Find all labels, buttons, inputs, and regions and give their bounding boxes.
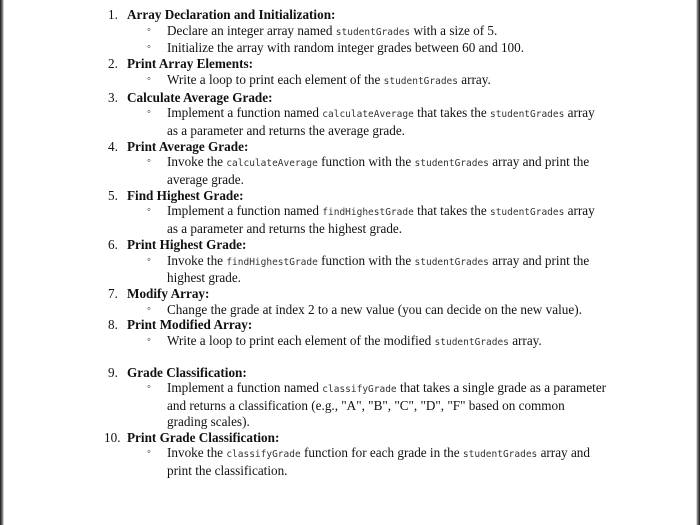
- sub-item: [0, 40, 700, 56]
- sub-item-text: that takes the: [413, 203, 490, 219]
- code-identifier: studentGrades: [434, 337, 509, 349]
- item-number: 6.: [108, 236, 118, 252]
- bullet-icon: ◦: [147, 72, 151, 85]
- list-item: [0, 139, 700, 155]
- item-heading: Find Highest Grade:: [127, 187, 244, 203]
- item-number: 5.: [108, 187, 118, 203]
- sub-item: [0, 445, 700, 478]
- item-heading: Print Average Grade:: [127, 138, 249, 154]
- list-item: [0, 317, 700, 333]
- sub-item-text: Invoke the: [167, 154, 227, 170]
- bullet-icon: ◦: [147, 302, 151, 315]
- code-identifier: classifyGrade: [226, 449, 301, 461]
- sub-item-text: function for each grade in the: [300, 445, 463, 461]
- item-heading: Print Highest Grade:: [127, 236, 247, 252]
- assignment-document: [0, 7, 700, 479]
- sub-item-text: array and print the classification.: [167, 445, 590, 478]
- sub-item-text: function with the: [317, 154, 415, 170]
- list-item: [0, 7, 700, 23]
- code-identifier: studentGrades: [414, 158, 489, 170]
- sub-item-text: that takes the: [413, 105, 490, 121]
- item-number: 8.: [108, 317, 118, 333]
- list-item: [0, 237, 700, 253]
- list-item: [0, 188, 700, 204]
- code-identifier: calculateAverage: [226, 158, 318, 170]
- sub-item-text: Implement a function named: [167, 105, 323, 121]
- item-number: 10.: [104, 429, 121, 445]
- list-item: [0, 286, 700, 302]
- item-heading: Array Declaration and Initialization:: [127, 7, 336, 22]
- sub-item-text: Initialize the array with random integer grades between 60 and 100.: [167, 40, 525, 56]
- sub-item: [0, 154, 700, 187]
- list-item: [0, 365, 700, 381]
- item-heading: Print Array Elements:: [127, 56, 253, 72]
- sub-item-text: array as a parameter and returns the average grade.: [167, 105, 595, 138]
- sub-item: [0, 302, 700, 318]
- sub-item-text: array.: [457, 71, 491, 87]
- bullet-icon: ◦: [147, 253, 151, 266]
- code-identifier: studentGrades: [489, 109, 565, 121]
- sub-item: [0, 253, 700, 286]
- item-heading: Print Grade Classification:: [127, 429, 280, 445]
- code-identifier: studentGrades: [462, 449, 538, 461]
- item-number: 2.: [108, 56, 118, 72]
- sub-item-text: array.: [508, 333, 542, 349]
- sub-item-text: Implement a function named: [167, 203, 323, 219]
- item-number: 3.: [108, 89, 118, 105]
- code-identifier: calculateAverage: [322, 109, 414, 121]
- sub-item: [0, 105, 700, 138]
- sub-item-text: Invoke the: [167, 252, 227, 268]
- item-number: 7.: [108, 285, 118, 301]
- sub-item-text: Change the grade at index 2 to a new value (you can decide on the new value).: [167, 301, 582, 317]
- sub-item-text: array as a parameter and returns the highest grade.: [167, 203, 595, 237]
- bullet-icon: ◦: [147, 204, 151, 217]
- item-heading: Grade Classification:: [127, 364, 247, 380]
- bullet-icon: ◦: [147, 446, 151, 459]
- item-heading: Modify Array:: [127, 285, 210, 301]
- sub-item: [0, 203, 700, 236]
- sub-item-text: array and print the highest grade.: [167, 252, 590, 286]
- sub-item: [0, 72, 700, 90]
- bullet-icon: ◦: [147, 23, 151, 36]
- list-item: [0, 90, 700, 106]
- item-number: 1.: [108, 7, 118, 22]
- sub-item-text: Implement a function named: [167, 380, 323, 396]
- sub-item-text: Write a loop to print each element of the modified: [167, 333, 435, 349]
- sub-item-text: function with the: [317, 252, 415, 268]
- sub-item: [0, 333, 700, 351]
- section-gap: [0, 351, 700, 365]
- bullet-icon: ◦: [147, 155, 151, 168]
- item-number: 9.: [108, 364, 118, 380]
- code-identifier: findHighestGrade: [322, 207, 414, 219]
- code-identifier: findHighestGrade: [226, 256, 318, 268]
- sub-item: [0, 23, 700, 41]
- sub-item-text: with a size of 5.: [410, 22, 498, 38]
- bullet-icon: ◦: [147, 106, 151, 119]
- sub-item-text: array and print the average grade.: [167, 154, 590, 188]
- list-item: [0, 430, 700, 446]
- sub-item: [0, 380, 700, 429]
- bullet-icon: ◦: [147, 334, 151, 347]
- sub-item-text: Invoke the: [167, 445, 227, 461]
- code-identifier: studentGrades: [383, 75, 458, 87]
- code-identifier: classifyGrade: [322, 384, 397, 396]
- bullet-icon: ◦: [147, 381, 151, 394]
- list-item: [0, 56, 700, 72]
- code-identifier: studentGrades: [489, 207, 565, 219]
- sub-item-text: Write a loop to print each element of the: [167, 71, 384, 87]
- sub-item-text: Declare an integer array named: [167, 22, 336, 38]
- bullet-icon: ◦: [147, 41, 151, 54]
- item-heading: Print Modified Array:: [127, 317, 253, 333]
- item-number: 4.: [108, 138, 118, 154]
- code-identifier: studentGrades: [335, 26, 411, 38]
- item-heading: Calculate Average Grade:: [127, 89, 273, 105]
- sub-item-text: that takes a single grade as a parameter and returns a classification (e.g., "A", "B", "C", "D", "F" based on common grading scales).: [167, 380, 607, 429]
- code-identifier: studentGrades: [414, 256, 489, 268]
